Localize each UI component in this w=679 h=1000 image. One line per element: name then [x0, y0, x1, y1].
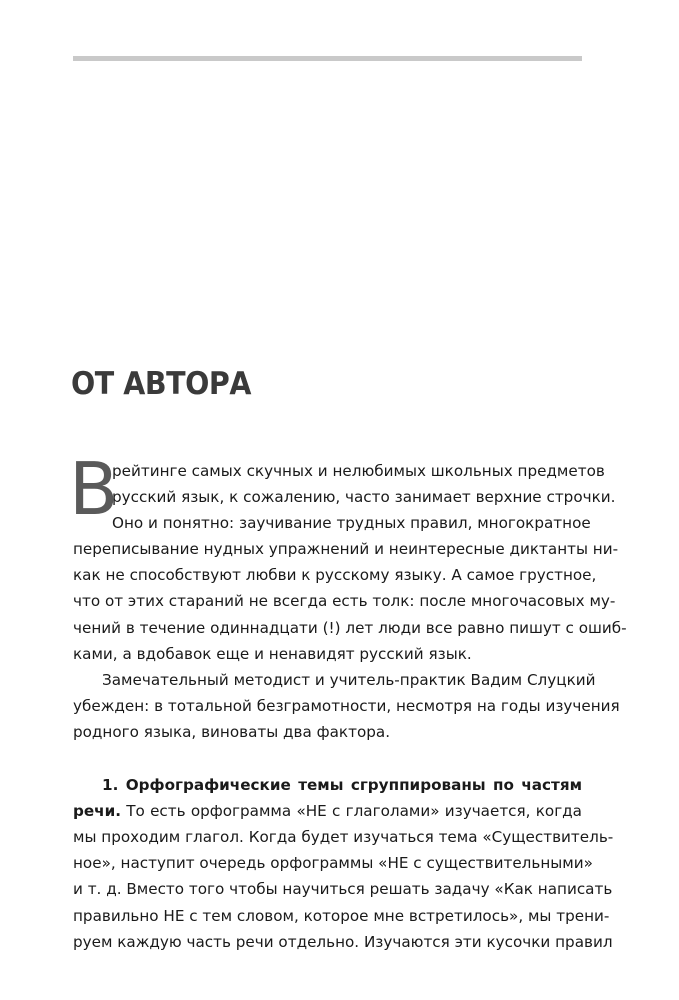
bold-lead: речи. — [73, 802, 122, 821]
paragraph-1 — [69, 447, 627, 667]
drop-cap: В — [69, 447, 119, 531]
text-line — [73, 798, 582, 824]
text-line: 1. Орфографические темы сгруппированы по частям — [102, 776, 582, 795]
text-line: русский язык, к сожалению, часто занимает верхние строчки. — [112, 488, 616, 507]
text-line: ное», наступит очередь орфограммы «НЕ с существительными» — [73, 854, 593, 873]
text-line: и т. д. Вместо того чтобы научиться решать задачу «Как написать — [73, 880, 613, 899]
text-line: убежден: в тотальной безграмотности, несмотря на годы изучения — [73, 696, 620, 715]
paragraph-point-1 — [73, 772, 614, 955]
text-line: правильно НЕ с тем словом, которое мне встретилось», мы трени- — [73, 906, 610, 925]
text-line: ками, а вдобавок еще и ненавидят русский язык. — [73, 644, 472, 663]
text-run: То есть орфограмма «НЕ с глаголами» изучается, когда — [121, 802, 582, 821]
text-line: мы проходим глагол. Когда будет изучаться тема «Существитель- — [73, 828, 614, 847]
text-line: Замечательный методист и учитель-практик Вадим Слуцкий — [102, 670, 596, 689]
text-line: что от этих стараний не всегда есть толк: после многочасовых му- — [73, 592, 616, 611]
paragraph-2 — [73, 667, 620, 745]
top-rule — [73, 56, 582, 61]
text-line: рейтинге самых скучных и нелюбимых школьных предметов — [112, 462, 605, 480]
text-line: родного языка, виноваты два фактора. — [73, 722, 391, 741]
text-line: как не способствуют любви к русскому языку. А самое грустное, — [73, 566, 597, 585]
chapter-title: ОТ АВТОРА — [71, 366, 251, 402]
text-line: Оно и понятно: заучивание трудных правил, многократное — [112, 514, 591, 533]
body-text — [69, 447, 627, 955]
text-line: руем каждую часть речи отдельно. Изучаются эти кусочки правил — [73, 932, 613, 951]
text-line: переписывание нудных упражнений и неинтересные диктанты ни- — [73, 540, 619, 559]
text-line: чений в течение одиннадцати (!) лет люди все равно пишут с ошиб- — [73, 618, 627, 637]
paragraph-gap — [73, 745, 582, 772]
